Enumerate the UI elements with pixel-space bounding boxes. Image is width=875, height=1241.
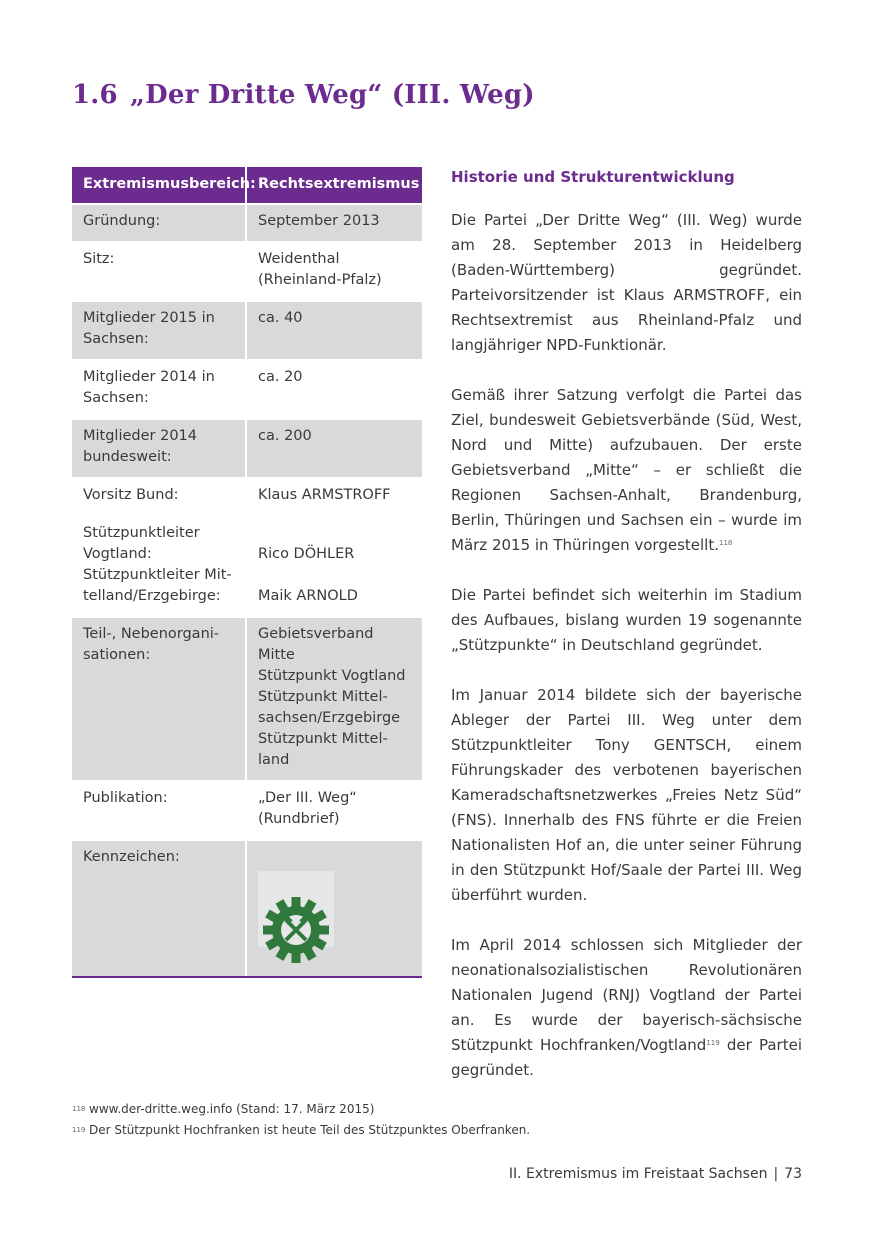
section-title: „Der Dritte Weg“ (III. Weg) (130, 80, 535, 110)
paragraph-text: der Partei gegründet. (451, 1036, 802, 1079)
table-row (72, 203, 422, 241)
table-row (72, 839, 422, 976)
table-row (72, 780, 422, 839)
table-row (72, 359, 422, 418)
article-paragraph: Im Januar 2014 bildete sich der bayerische Ableger der Partei III. Weg unter dem Stützpunktleiter Tony GENTSCH, einem Führungskader des verbotenen bayerischen Kameradschaftsnetzwerkes „Freies Netz Süd“ (FNS). Innerhalb des FNS führte er die Freien Nationalisten Hof an, die unter seiner Führung in den Stützpunkt Hof/Saale der Partei III. Weg überführt wurden. (451, 686, 802, 904)
section-number: 1.6 (72, 80, 118, 110)
table-row (72, 616, 422, 780)
facts-table-header (72, 167, 422, 203)
article-paragraph: Die Partei „Der Dritte Weg“ (III. Weg) wurde am 28. September 2013 in Heidelberg (Baden-Württemberg) gegründet. Parteivorsitzender ist Klaus ARMSTROFF, ein Rechtsextremist aus Rheinland-Pfalz und langjähriger NPD-Funktionär. (451, 211, 802, 354)
article-paragraph (451, 933, 802, 1083)
row-key: Stützpunktleiter Vogtland: Stützpunktleiter Mit- telland/Erzgebirge: (72, 515, 247, 616)
gear-hammer-emblem-icon (258, 871, 334, 947)
table-row (72, 300, 422, 359)
row-value: Gebietsverband Mitte Stützpunkt Vogtland Stützpunkt Mittel- sachsen/Erzgebirge Stützpunkt Mittel- land (247, 616, 422, 780)
footnote-ref: 118 (719, 539, 733, 547)
row-value: ca. 200 (247, 418, 422, 477)
row-key: Publikation: (72, 780, 247, 839)
table-row (72, 477, 422, 515)
row-key: Mitglieder 2015 in Sachsen: (72, 300, 247, 359)
header-value: Rechtsextremismus (247, 167, 422, 203)
footnote-number: 118 (72, 1105, 86, 1113)
row-key: Kennzeichen: (72, 839, 247, 976)
row-key: Sitz: (72, 241, 247, 300)
section-heading (72, 80, 535, 110)
footnote-ref: 119 (706, 1039, 720, 1047)
article-paragraph (451, 383, 802, 558)
row-value: Weidenthal (Rheinland-Pfalz) (247, 241, 422, 300)
row-value: Klaus ARMSTROFF (247, 477, 422, 515)
row-key: Mitglieder 2014 bundesweit: (72, 418, 247, 477)
footer-separator: | (773, 1166, 779, 1182)
row-value-emblem (247, 839, 422, 976)
footnotes (72, 1099, 792, 1141)
article-paragraph: Die Partei befindet sich weiterhin im Stadium des Aufbaues, bislang wurden 19 sogenannte „Stützpunkte“ in Deutschland gegründet. (451, 586, 802, 654)
footnote-item (72, 1120, 792, 1141)
page-footer (509, 1166, 802, 1182)
paragraph-text: Im April 2014 schlossen sich Mitglieder der neonationalsozialistischen Revolutionären Nationalen Jugend (RNJ) Vogtland der Partei an. Es wurde der bayerisch-sächsische Stützpunkt Hochfranken/Vogtland (451, 936, 802, 1054)
row-value: ca. 40 (247, 300, 422, 359)
row-value: „Der III. Weg“ (Rundbrief) (247, 780, 422, 839)
footnote-text: Der Stützpunkt Hochfranken ist heute Teil des Stützpunktes Oberfranken. (89, 1123, 531, 1137)
row-value: September 2013 (247, 203, 422, 241)
header-key: Extremismusbereich: (72, 167, 247, 203)
paragraph-text: Gemäß ihrer Satzung verfolgt die Partei das Ziel, bundesweit Gebietsverbände (Süd, West, Nord und Mitte) aufzubauen. Der erste Gebietsverband „Mitte“ – er schließt die Regionen Sachsen-Anhalt, Brandenburg, Berlin, Thüringen und Sachsen ein – wurde im März 2015 in Thüringen vorgestellt. (451, 386, 802, 554)
row-value: Rico DÖHLER Maik ARNOLD (247, 515, 422, 616)
row-key: Teil-, Nebenorgani- sationen: (72, 616, 247, 780)
page-number: 73 (784, 1166, 802, 1182)
footer-chapter: II. Extremismus im Freistaat Sachsen (508, 1166, 768, 1182)
facts-table (72, 167, 422, 978)
footnote-text: www.der-dritte.weg.info (Stand: 17. März 2015) (89, 1102, 375, 1116)
row-value: ca. 20 (247, 359, 422, 418)
row-key: Gründung: (72, 203, 247, 241)
row-key: Mitglieder 2014 in Sachsen: (72, 359, 247, 418)
footnote-item (72, 1099, 792, 1120)
article-subheading: Historie und Strukturentwicklung (451, 168, 735, 186)
table-row (72, 515, 422, 616)
article-column (451, 166, 802, 1108)
footnote-number: 119 (72, 1126, 86, 1134)
table-row (72, 418, 422, 477)
row-key: Vorsitz Bund: (72, 477, 247, 515)
table-row (72, 241, 422, 300)
